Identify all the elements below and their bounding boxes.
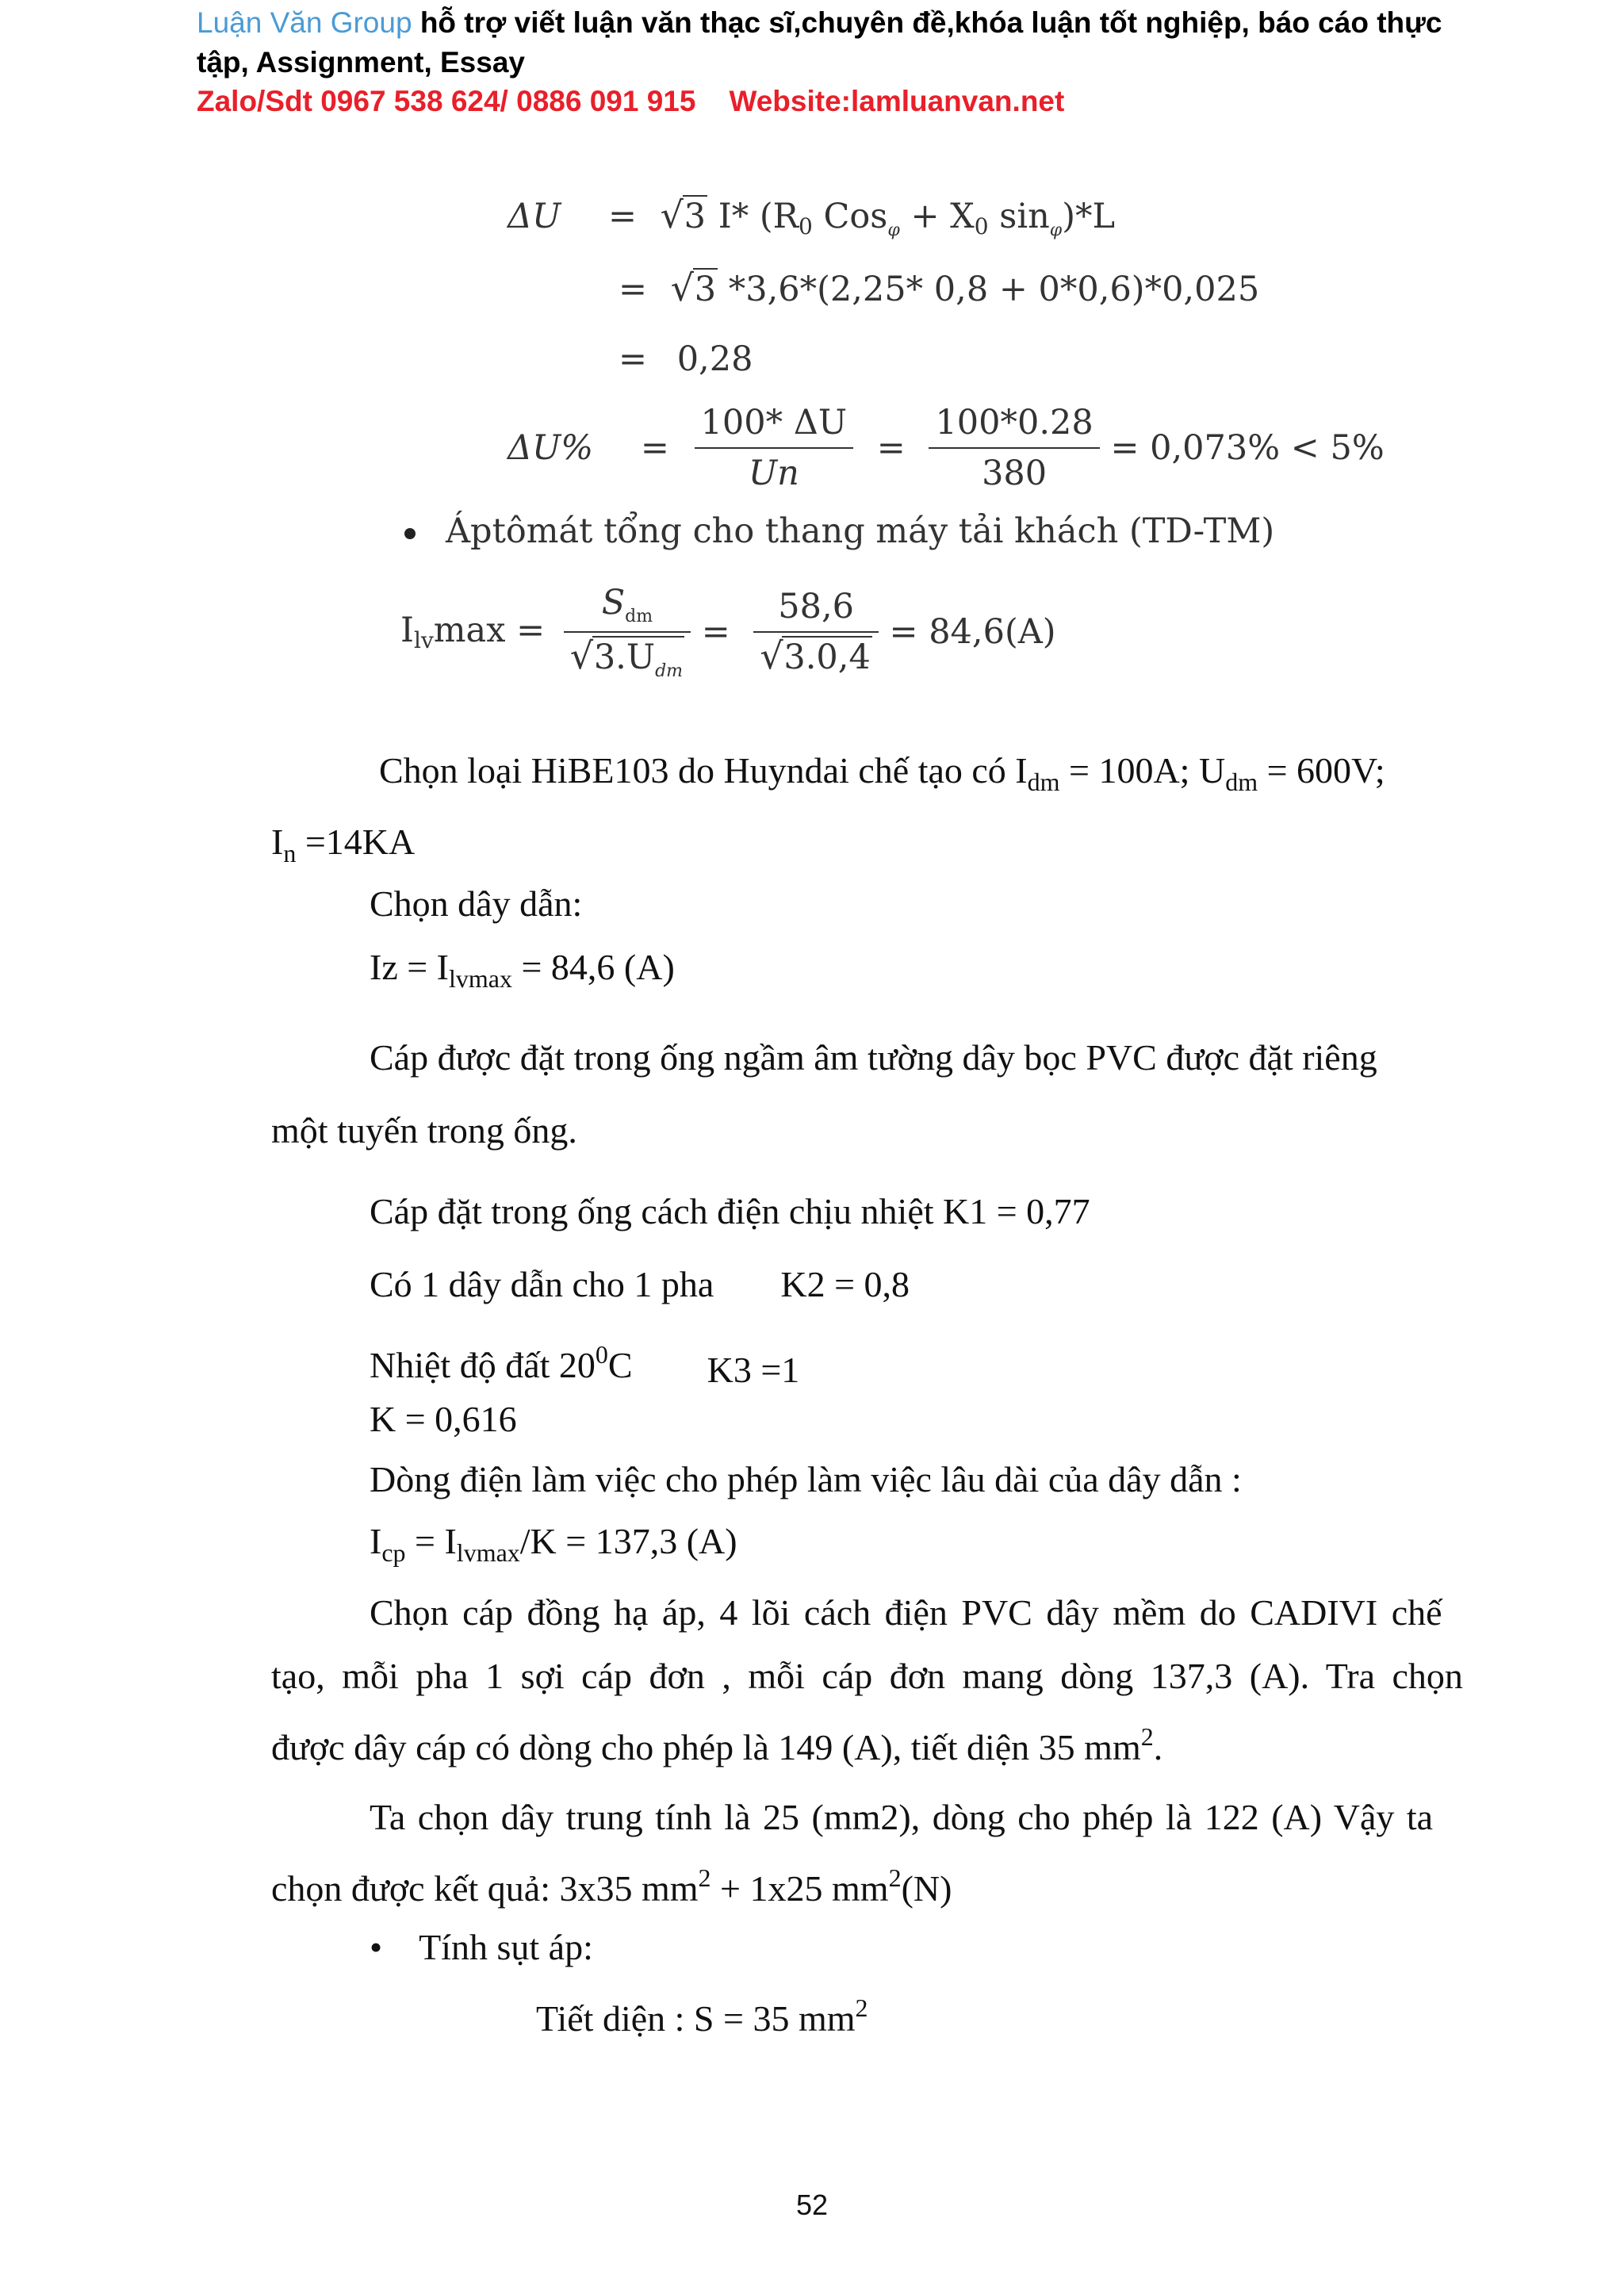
brand-name: Luận Văn Group xyxy=(197,6,412,39)
formula-result: = 84,6(A) xyxy=(889,612,1056,652)
subscript: lvmax xyxy=(456,1538,520,1567)
paragraph-trung-tinh-line2 xyxy=(271,1863,952,1911)
superscript: 2 xyxy=(698,1863,711,1892)
subscript: lvmax xyxy=(449,964,512,993)
formula-term: max = xyxy=(433,611,546,650)
formula-dupct-label: ΔU% xyxy=(508,428,594,468)
text-run: . xyxy=(1153,1727,1163,1767)
superscript: 2 xyxy=(1140,1722,1154,1751)
fraction-denominator: Un xyxy=(748,454,799,493)
formula-term: lv xyxy=(414,627,434,653)
text-run: I xyxy=(271,821,284,862)
fraction-numerator: 100*0.28 xyxy=(929,403,1099,449)
superscript: 2 xyxy=(888,1863,902,1892)
paragraph-chon-cap-line3 xyxy=(271,1722,1163,1770)
subscript: cp xyxy=(381,1538,406,1567)
text-run: Iz = I xyxy=(370,947,449,987)
paragraph-dong-dien: Dòng điện làm việc cho phép làm việc lâu dài của dây dẫn : xyxy=(370,1459,1242,1499)
superscript: 2 xyxy=(855,1993,868,2022)
formula-term: )*L xyxy=(1062,197,1116,236)
text-run: K3 =1 xyxy=(707,1350,800,1390)
text-run: Tiết diện : S = 35 mm xyxy=(536,1998,856,2039)
formula-term: dm xyxy=(625,607,653,626)
bullet-text: Tính sụt áp: xyxy=(419,1927,593,1967)
fraction xyxy=(695,403,854,493)
paragraph-k2 xyxy=(370,1262,910,1307)
text-run: Có 1 dây dẫn cho 1 pha xyxy=(370,1264,714,1304)
formula-ilvmax: $I_{lv}\max$ = $S_{dm}$ √ $3.U_{dm}$ = 58,6 √ 3.0,4 = 84,6(A) xyxy=(400,583,1056,681)
page-number: 52 xyxy=(795,2189,829,2221)
sqrt-symbol: √ 3 xyxy=(671,270,718,309)
paragraph-chon-cap-line1: Chọn cáp đồng hạ áp, 4 lõi cách điện PVC dây mềm do CADIVI chế xyxy=(370,1592,1442,1633)
bullet-icon: • xyxy=(370,1927,383,1967)
bullet-aptomat xyxy=(404,511,1274,551)
paragraph-k: K = 0,616 xyxy=(370,1399,517,1439)
sqrt-symbol xyxy=(570,638,684,681)
formula-du-label: ΔU xyxy=(508,197,561,236)
paragraph-k1: Cáp đặt trong ống cách điện chịu nhiệt K1 = 0,77 xyxy=(370,1191,1090,1231)
text-run: =14KA xyxy=(296,821,416,862)
header-line-2: tập, Assignment, Essay xyxy=(197,46,525,79)
paragraph-chon-loai xyxy=(379,749,1385,796)
text-run: Chọn loại HiBE103 do Huyndai chế tạo có I xyxy=(379,750,1028,791)
formula-du-line1: ΔU = √ 3 I* ($R_0$ $Cos_\varphi + X_0$ $\sin_\varphi)*L$ xyxy=(508,197,1115,240)
text-run: chọn được kết quả: 3x35 mm xyxy=(271,1868,699,1909)
formula-term: + X xyxy=(899,197,975,236)
formula-term: *3,6*(2,25* 0,8 + 0*0,6)*0,025 xyxy=(728,270,1260,309)
text-run: = I xyxy=(405,1521,457,1561)
subscript: dm xyxy=(1225,768,1258,796)
header-tagline: hỗ trợ viết luận văn thạc sĩ,chuyên đề,khóa luận tốt nghiệp, báo cáo thực xyxy=(412,6,1442,39)
text-run: = 600V; xyxy=(1258,750,1385,791)
subscript: dm xyxy=(1027,768,1060,796)
formula-term: sin xyxy=(988,197,1050,236)
formula-term: I xyxy=(400,611,414,650)
superscript: 0 xyxy=(595,1340,608,1369)
fraction xyxy=(929,403,1099,493)
fraction-denominator: 3.0,4 xyxy=(783,638,871,677)
paragraph-iz xyxy=(370,945,675,993)
sqrt-symbol xyxy=(760,638,871,677)
header-line-1 xyxy=(197,3,1442,43)
paragraph-trung-tinh-line1: Ta chọn dây trung tính là 25 (mm2), dòng cho phép là 122 (A) Vậy ta xyxy=(370,1797,1434,1837)
header-website: Website:lamluanvan.net xyxy=(729,85,1065,117)
paragraph-cap-dat-line1: Cáp được đặt trong ống ngầm âm tường dây bọc PVC được đặt riêng xyxy=(370,1037,1377,1078)
fraction-denominator: 380 xyxy=(982,454,1048,493)
text-run: + 1x25 mm xyxy=(710,1868,889,1909)
subscript: n xyxy=(283,839,297,867)
fraction xyxy=(753,587,878,677)
fraction xyxy=(564,583,691,681)
fraction-denominator: 3.U xyxy=(593,638,656,677)
text-run: = 100A; U xyxy=(1059,750,1226,791)
text-run: Nhiệt độ đất 20 xyxy=(370,1345,596,1385)
paragraph-icp xyxy=(370,1519,737,1567)
bullet-title: Áptômát tổng cho thang máy tải khách (TD-TM) xyxy=(446,511,1275,551)
paragraph-chon-day: Chọn dây dẫn: xyxy=(370,883,583,924)
paragraph-k3 xyxy=(370,1340,800,1390)
formula-result: = 0,073% < 5% xyxy=(1110,428,1385,468)
text-run: I xyxy=(370,1521,382,1561)
fraction-numerator: 58,6 xyxy=(753,587,878,633)
formula-term: 0,28 xyxy=(676,339,753,379)
sqrt-symbol: √ 3 xyxy=(661,197,707,236)
formula-du-line3: = 0,28 xyxy=(619,339,753,379)
text-run: (N) xyxy=(901,1868,952,1909)
formula-term: I* (R xyxy=(718,197,799,236)
bullet-icon xyxy=(404,528,416,539)
text-run: K2 = 0,8 xyxy=(780,1264,910,1304)
fraction-numerator: 100* ΔU xyxy=(695,403,854,449)
bullet-tinh-sut-ap xyxy=(370,1925,593,1970)
text-run: /K = 137,3 (A) xyxy=(519,1521,737,1561)
fraction-numerator: S xyxy=(601,583,626,622)
header-contact-line xyxy=(197,82,1064,121)
text-run: được dây cáp có dòng cho phép là 149 (A), tiết diện 35 mm xyxy=(271,1727,1141,1767)
formula-term: Cos xyxy=(812,197,888,236)
header-contact: Zalo/Sdt 0967 538 624/ 0886 091 915 xyxy=(197,85,696,117)
paragraph-cap-dat-line2: một tuyến trong ống. xyxy=(271,1110,577,1151)
formula-du-line2: = √ 3 *3,6*(2,25* 0,8 + 0*0,6)*0,025 xyxy=(619,270,1259,309)
paragraph-in xyxy=(271,820,416,867)
formula-du-percent: ΔU% = $\frac{100* \Delta U}{Un}$ = $\frac{100*0.28}{380}$ = 0,073% < 5% xyxy=(508,403,1385,493)
formula-term: dm xyxy=(655,661,684,681)
paragraph-tiet-dien xyxy=(536,1993,868,2041)
paragraph-chon-cap-line2: tạo, mỗi pha 1 sợi cáp đơn , mỗi cáp đơn mang dòng 137,3 (A). Tra chọn xyxy=(271,1656,1463,1696)
text-run: C xyxy=(607,1345,633,1385)
text-run: = 84,6 (A) xyxy=(511,947,675,987)
